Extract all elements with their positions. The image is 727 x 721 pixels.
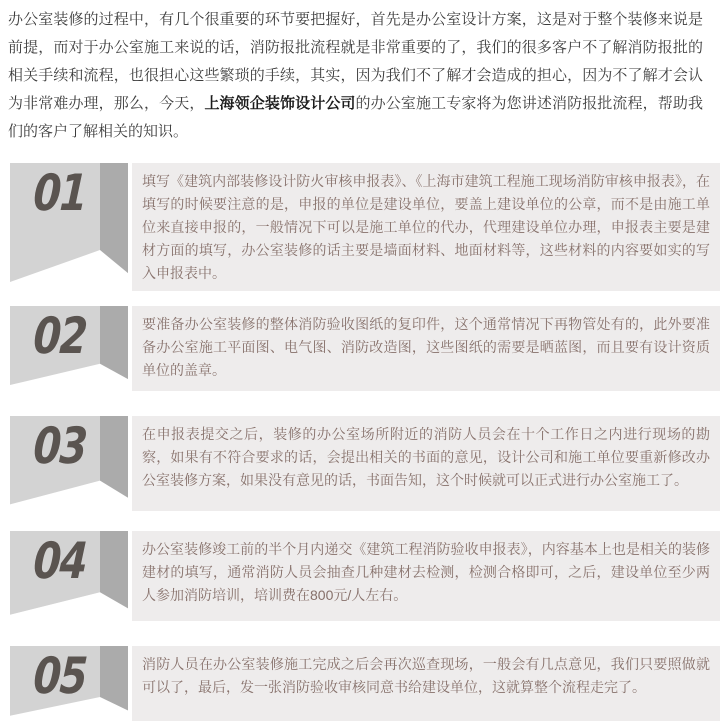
step-number-ribbon [10,531,128,621]
step-number-ribbon [10,306,128,391]
step-text: 要准备办公室装修的整体消防验收图纸的复印件，这个通常情况下再物管处有的，此外要准备办公室施工平面图、电气图、消防改造图，这些图纸的需要是晒蓝图，而且要有设计资质单位的盖章。 [142,316,710,378]
step-number-ribbon [10,163,128,291]
step-number: 04 [31,532,88,590]
process-step-4 [10,531,720,621]
step-content-box [132,163,720,291]
company-name: 上海领企装饰设计公司 [204,95,356,112]
step-number: 05 [31,647,88,705]
step-number-ribbon [10,416,128,511]
step-content-box [132,416,720,511]
step-number: 02 [31,307,88,365]
step-number-ribbon [10,646,128,721]
spacer [0,146,727,163]
process-step-5 [10,646,720,721]
process-step-1 [10,163,720,291]
step-number: 01 [31,164,88,222]
step-text: 填写《建筑内部装修设计防火审核申报表》、《上海市建筑工程施工现场消防审核申报表》，在填写的时候要注意的是，申报的单位是建设单位，要盖上建设单位的公章，而不是由施工单位来直接申报的，一般情况下可以是施工单位的代办，代理建设单位办理，申报表主要是建材方面的填写，办公室装修的话主要是墙面材料、地面材料等，这些材料的内容要如实的写入申报表中。 [142,173,710,281]
step-text: 办公室装修竣工前的半个月内递交《建筑工程消防验收申报表》，内容基本上也是相关的装修建材的填写，通常消防人员会抽查几种建材去检测，检测合格即可，之后，建设单位至少两人参加消防培训，培训费在800元/人左右。 [142,541,710,603]
intro-paragraph [0,0,711,146]
step-content-box [132,646,720,721]
step-number: 03 [31,417,88,475]
step-content-box [132,531,720,621]
step-text: 在申报表提交之后，装修的办公室场所附近的消防人员会在十个工作日之内进行现场的勘察，如果有不符合要求的话，会提出相关的书面的意见，设计公司和施工单位要重新修改办公室装修方案，如果没有意见的话，书面告知，这个时候就可以正式进行办公室施工了。 [142,426,710,488]
process-step-2 [10,306,720,391]
process-step-3 [10,416,720,511]
step-content-box [132,306,720,391]
intro-text-lead: 办公室装修的过程中，有几个很重要的环节要把握好，首先是办公室设计方案，这是对于整个装修来说是前提，而对于办公室施工来说的话，消防报批流程就是非常重要的了，我们的很多客户不了解消防报批的相关手续和流程，也很担心这些繁琐的手续，其实，因为我们不了解才会造成的担心，因为不了解才会认为非常难办理，那么，今天， [8,11,703,112]
step-text: 消防人员在办公室装修施工完成之后会再次巡查现场，一般会有几点意见，我们只要照做就可以了，最后，发一张消防验收审核同意书给建设单位，这就算整个流程走完了。 [142,656,710,695]
intro-text-tail: 的办公室施工专家将为您讲述消防报批流程，帮助我们的客户了解相关的知识。 [8,95,703,140]
